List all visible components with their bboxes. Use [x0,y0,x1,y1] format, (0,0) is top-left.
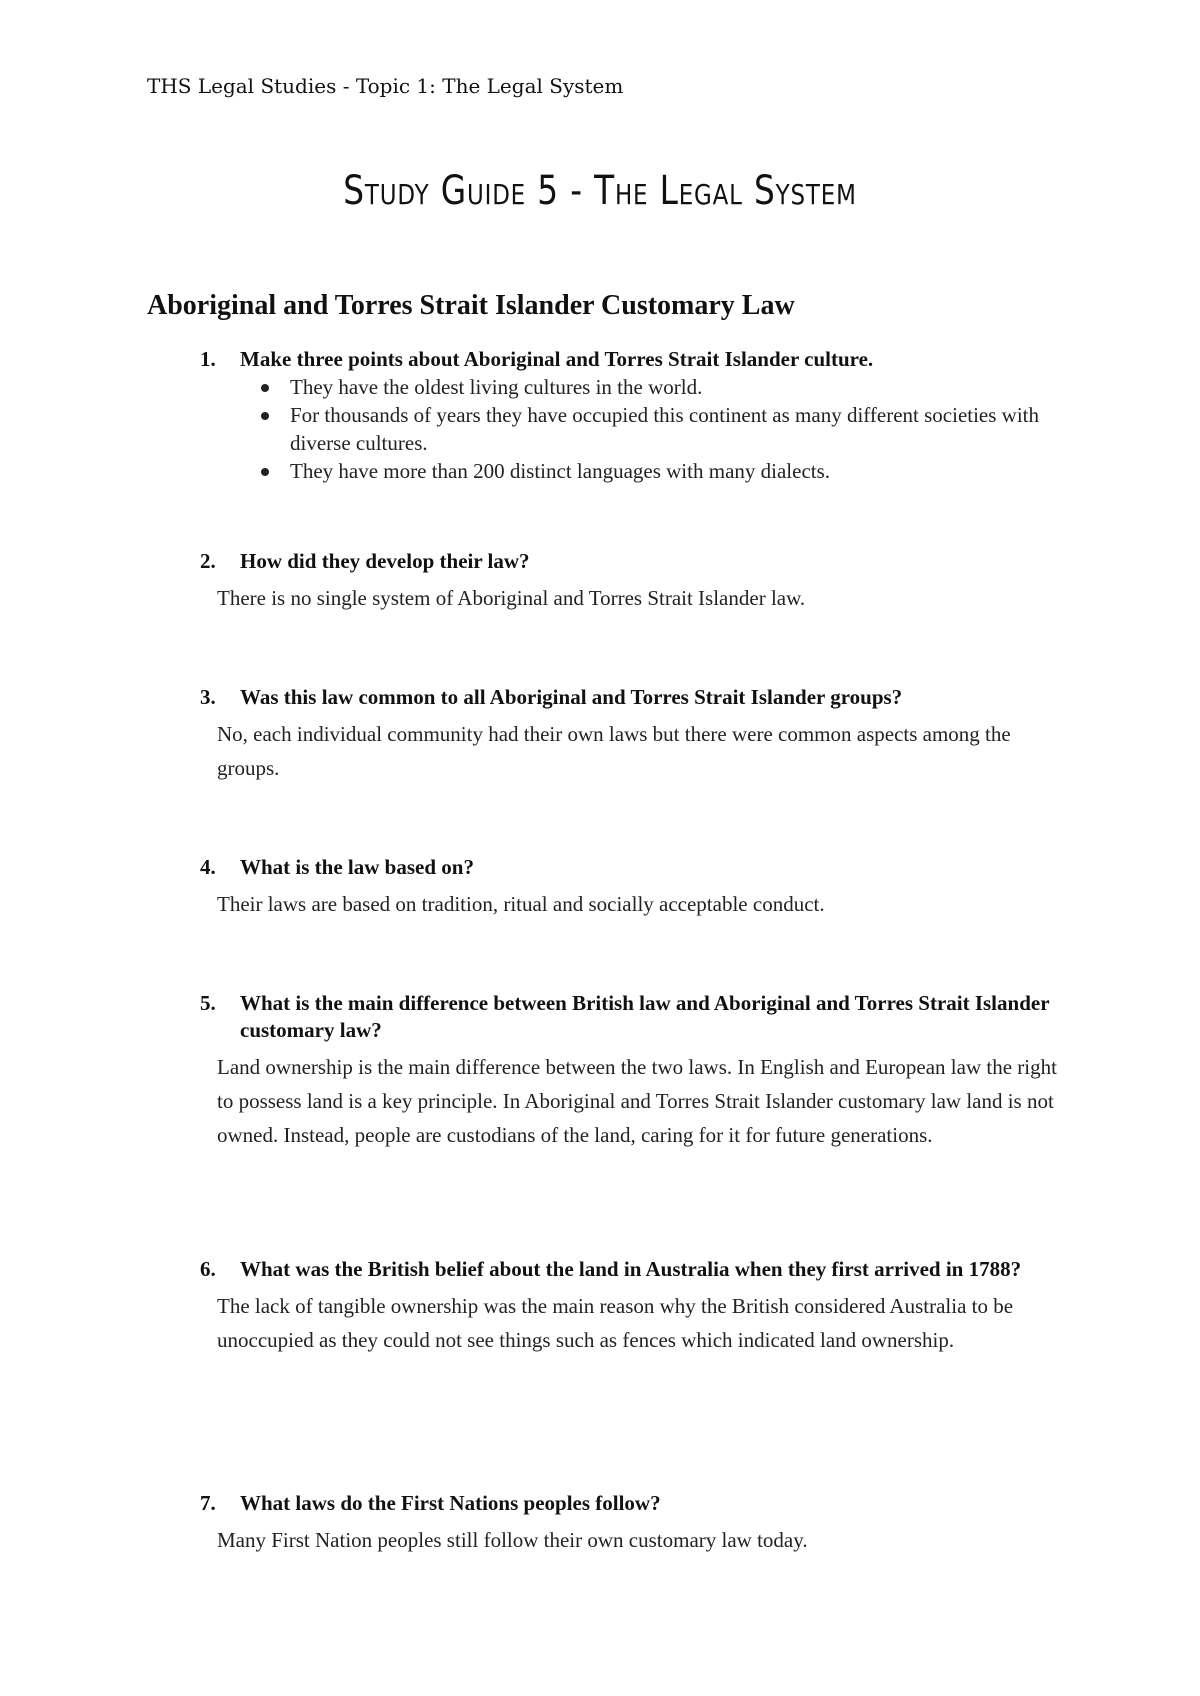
page-header: THS Legal Studies - Topic 1: The Legal System [147,74,624,98]
question-number: 5. [200,991,216,1015]
bullet-text: They have the oldest living cultures in the world. [290,375,703,399]
answer-text: No, each individual community had their own laws but there were common aspects among the groups. [217,722,1011,780]
answer-text: Land ownership is the main difference between the two laws. In English and European law the right to possess land is a key principle. In Aboriginal and Torres Strait Islander customary law land is not owned. Instead, people are custodians of the land, caring for it for future generations. [217,1055,1057,1147]
question-block-1 [200,346,1100,485]
question-text: What was the British belief about the land in Australia when they first arrived in 1788? [240,1257,1022,1281]
question-text: What laws do the First Nations peoples follow? [240,1491,661,1515]
bullet-text: For thousands of years they have occupied this continent as many different societies with diverse cultures. [290,403,1040,455]
bullet-list [255,373,1100,485]
bullet-icon [261,384,269,392]
question-number: 3. [200,685,216,709]
question-block-5 [200,990,1100,1152]
question-number: 6. [200,1257,216,1281]
question-text: Make three points about Aboriginal and Torres Strait Islander culture. [240,347,874,371]
page-title: Study Guide 5 - The Legal System [343,168,857,214]
question-block-7 [200,1490,1100,1557]
answer-text: Many First Nation peoples still follow their own customary law today. [217,1528,808,1552]
answer-text: Their laws are based on tradition, ritual and socially acceptable conduct. [217,892,825,916]
bullet-icon [261,412,269,420]
question-number: 1. [200,347,216,371]
question-block-3 [200,684,1100,785]
question-number: 2. [200,549,216,573]
answer-text: The lack of tangible ownership was the main reason why the British considered Australia to be unoccupied as they could not see things such as fences which indicated land ownership. [217,1294,1014,1352]
question-text: How did they develop their law? [240,549,530,573]
question-text: What is the law based on? [240,855,474,879]
question-block-6 [200,1256,1100,1357]
section-heading: Aboriginal and Torres Strait Islander Customary Law [147,290,795,321]
list-item [255,457,1100,485]
question-block-2 [200,548,1100,615]
answer-text: There is no single system of Aboriginal and Torres Strait Islander law. [217,586,806,610]
bullet-icon [261,468,269,476]
list-item [255,401,1050,457]
bullet-text: They have more than 200 distinct languages with many dialects. [290,459,831,483]
question-text: Was this law common to all Aboriginal and Torres Strait Islander groups? [240,685,903,709]
question-number: 4. [200,855,216,879]
list-item [255,373,1100,401]
question-block-4 [200,854,1100,921]
question-text: What is the main difference between British law and Aboriginal and Torres Strait Islander customary law? [240,991,1050,1042]
question-number: 7. [200,1491,216,1515]
